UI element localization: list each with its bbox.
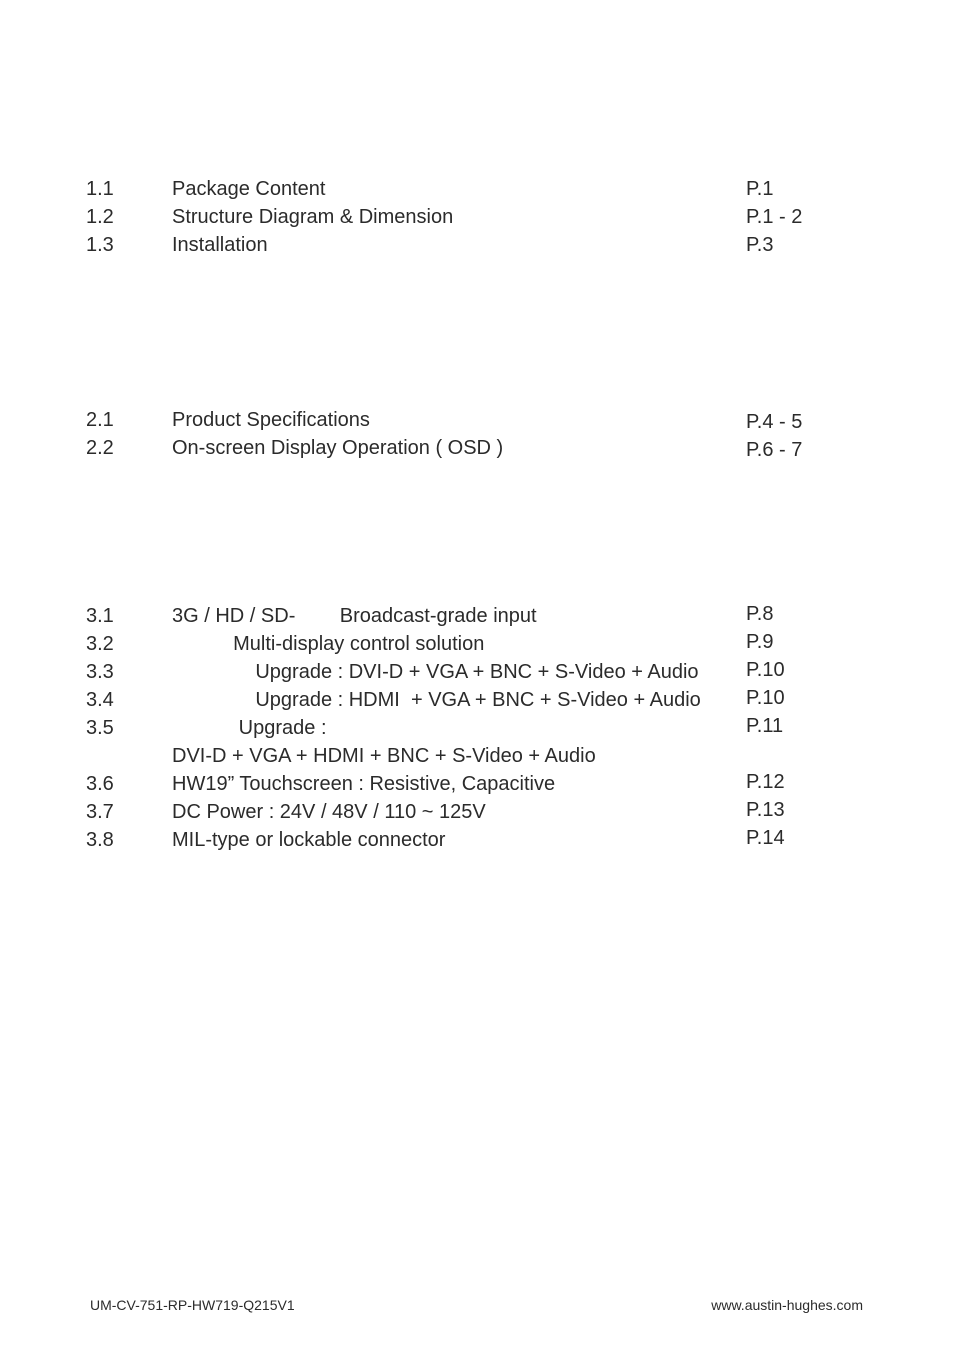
toc-entry-number: 3.3 [86, 661, 114, 683]
toc-entry-page: P.4 - 5 [746, 411, 803, 433]
toc-entry-title: Upgrade : DVI-D + VGA + BNC + S-Video + Audio [172, 661, 699, 683]
toc-entry-number: 3.2 [86, 633, 114, 655]
toc-entry-number: 3.4 [86, 689, 114, 711]
toc-entry-number: 2.1 [86, 409, 114, 431]
toc-entry-title: Upgrade : HDMI + VGA + BNC + S-Video + Audio [172, 689, 701, 711]
toc-entry-title: Structure Diagram & Dimension [172, 206, 454, 228]
document-code: UM-CV-751-RP-HW719-Q215V1 [90, 1297, 295, 1313]
toc-entry-number: 1.3 [86, 234, 114, 256]
toc-entry-page: P.10 [746, 659, 785, 681]
toc-entry-page: P.8 [746, 603, 774, 625]
toc-entry-page: P.1 [746, 178, 774, 200]
website-link[interactable]: www.austin-hughes.com [711, 1297, 863, 1313]
toc-entry-title: Product Specifications [172, 409, 370, 431]
toc-entry-number: 3.1 [86, 605, 114, 627]
toc-entry-title: MIL-type or lockable connector [172, 829, 446, 851]
toc-entry-page: P.12 [746, 771, 785, 793]
toc-entry-page: P.14 [746, 827, 785, 849]
toc-entry-page: P.3 [746, 234, 774, 256]
toc-entry-number: 1.1 [86, 178, 114, 200]
toc-entry-number: 3.8 [86, 829, 114, 851]
toc-entry-title: DC Power : 24V / 48V / 110 ~ 125V [172, 801, 486, 823]
toc-entry-page: P.10 [746, 687, 785, 709]
toc-entry-title: Package Content [172, 178, 326, 200]
toc-entry-title: 3G / HD / SD- Broadcast-grade input [172, 605, 537, 627]
toc-entry-page: P.9 [746, 631, 774, 653]
toc-entry-title: Installation [172, 234, 268, 256]
toc-entry-page: P.11 [746, 715, 784, 737]
toc-entry-number: 3.5 [86, 717, 114, 739]
toc-entry-title: Multi-display control solution [172, 633, 485, 655]
toc-entry-number: 2.2 [86, 437, 114, 459]
toc-entry-title: On-screen Display Operation ( OSD ) [172, 437, 504, 459]
toc-entry-number: 1.2 [86, 206, 114, 228]
toc-entry-page: P.6 - 7 [746, 439, 803, 461]
toc-entry-title: Upgrade : [172, 717, 327, 739]
toc-entry-page: P.1 - 2 [746, 206, 803, 228]
toc-entry-number: 3.6 [86, 773, 114, 795]
toc-entry-page: P.13 [746, 799, 785, 821]
toc-entry-number: 3.7 [86, 801, 114, 823]
toc-entry-title: HW19” Touchscreen : Resistive, Capacitive [172, 773, 556, 795]
toc-entry-title: DVI-D + VGA + HDMI + BNC + S-Video + Audio [172, 745, 596, 767]
